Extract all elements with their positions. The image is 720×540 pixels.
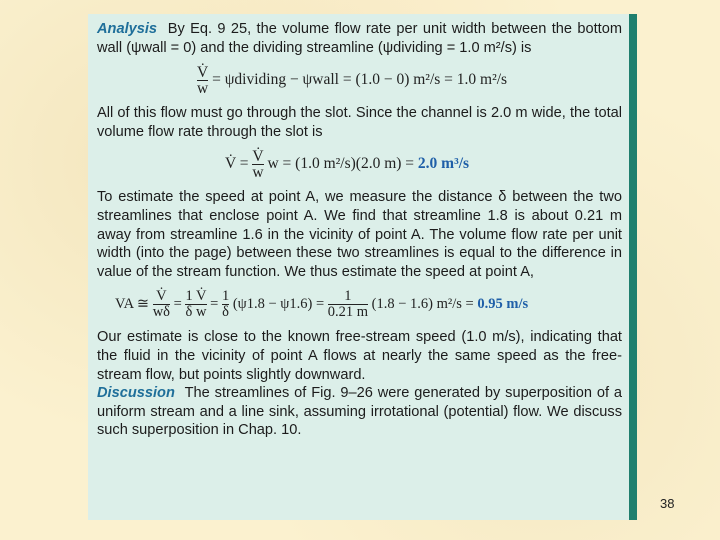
conclusion-paragraph: Our estimate is close to the known free-stream speed (1.0 m/s), indicating that the fluid in the vicinity of point A flows at nearly the same speed as the free-stream flow, but points slightly downward. <box>97 329 622 383</box>
panel-right-border <box>629 14 637 520</box>
fraction-numerator: 1 <box>344 288 352 305</box>
analysis-paragraph <box>97 20 622 57</box>
page-number: 38 <box>660 496 675 511</box>
equation-middle: (ψ1.8 − ψ1.6) = <box>232 296 325 313</box>
equation-speed: VA ≅ $\frac{V̇}{w\delta}$ = $\frac{1 V̇}{\text{δ w}}$ = $\frac{1}{\delta}$ (ψ1.8 − ψ1.6) = $\frac{1}{0.21 m}$ (1.8 − 1.6) m²/s = 0.95 m/s <box>115 288 529 321</box>
fraction-denominator: δ w <box>185 304 207 321</box>
example-panel <box>88 14 630 520</box>
fraction-numerator: V̇ <box>252 148 264 166</box>
equation-flow-per-width <box>197 65 622 96</box>
equation-total-flow <box>225 149 622 180</box>
equation-fraction-4 <box>328 289 368 320</box>
speed-estimate-paragraph: To estimate the speed at point A, we measure the distance δ between the two streamlines that enclose point A. We find that streamline 1.8 is about 0.21 m away from streamline 1.6 in the vicinity of point A. The volume flow rate per unit width (into the page) between these two streamlines is equal to the difference in value of the stream function. We thus estimate the speed at point A, <box>97 189 622 280</box>
fraction-denominator: wδ <box>152 304 170 321</box>
analysis-heading: Analysis <box>97 21 158 37</box>
equation-rest: w = (1.0 m²/s)(2.0 m) = <box>267 155 415 173</box>
equation-rhs: = ψdividing − ψwall = (1.0 − 0) m²/s = 1.0 m²/s <box>212 71 508 89</box>
discussion-heading: Discussion <box>97 385 175 402</box>
analysis-text: By Eq. 9 25, the volume flow rate per unit width between the bottom wall (ψwall = 0) and the dividing streamline (ψdividing = 1.0 m²/s) is <box>97 21 623 56</box>
equation-lhs: V̇ = <box>225 155 249 173</box>
discussion-paragraph <box>97 384 622 440</box>
fraction-denominator: δ <box>222 304 230 321</box>
equation-answer: 2.0 m³/s <box>417 155 470 173</box>
equation-fraction-2 <box>185 289 206 320</box>
fraction-numerator: 1 <box>221 288 230 305</box>
equation-fraction-1 <box>153 289 170 320</box>
fraction-denominator: w <box>197 80 209 98</box>
fraction-denominator: w <box>252 164 264 182</box>
equation-fraction <box>252 149 263 180</box>
slot-paragraph: All of this flow must go through the slot. Since the channel is 2.0 m wide, the total volume flow rate through the slot is <box>97 105 622 140</box>
fraction-numerator: 1 V̇ <box>185 288 207 305</box>
flow-per-width-fraction <box>197 65 208 96</box>
fraction-numerator: V̇ <box>156 288 167 305</box>
equation-fraction-3 <box>222 289 229 320</box>
fraction-denominator: 0.21 m <box>327 304 369 321</box>
fraction-numerator: V̇ <box>197 64 209 82</box>
equation-lhs: VA ≅ <box>115 296 150 313</box>
equation-answer: 0.95 m/s <box>477 296 529 313</box>
discussion-text: The streamlines of Fig. 9–26 were generated by superposition of a uniform stream and a line sink, assuming irrotational (potential) flow. We discuss such superposition in Chap. 10. <box>97 385 623 439</box>
equation-rest: (1.8 − 1.6) m²/s = <box>371 296 474 313</box>
